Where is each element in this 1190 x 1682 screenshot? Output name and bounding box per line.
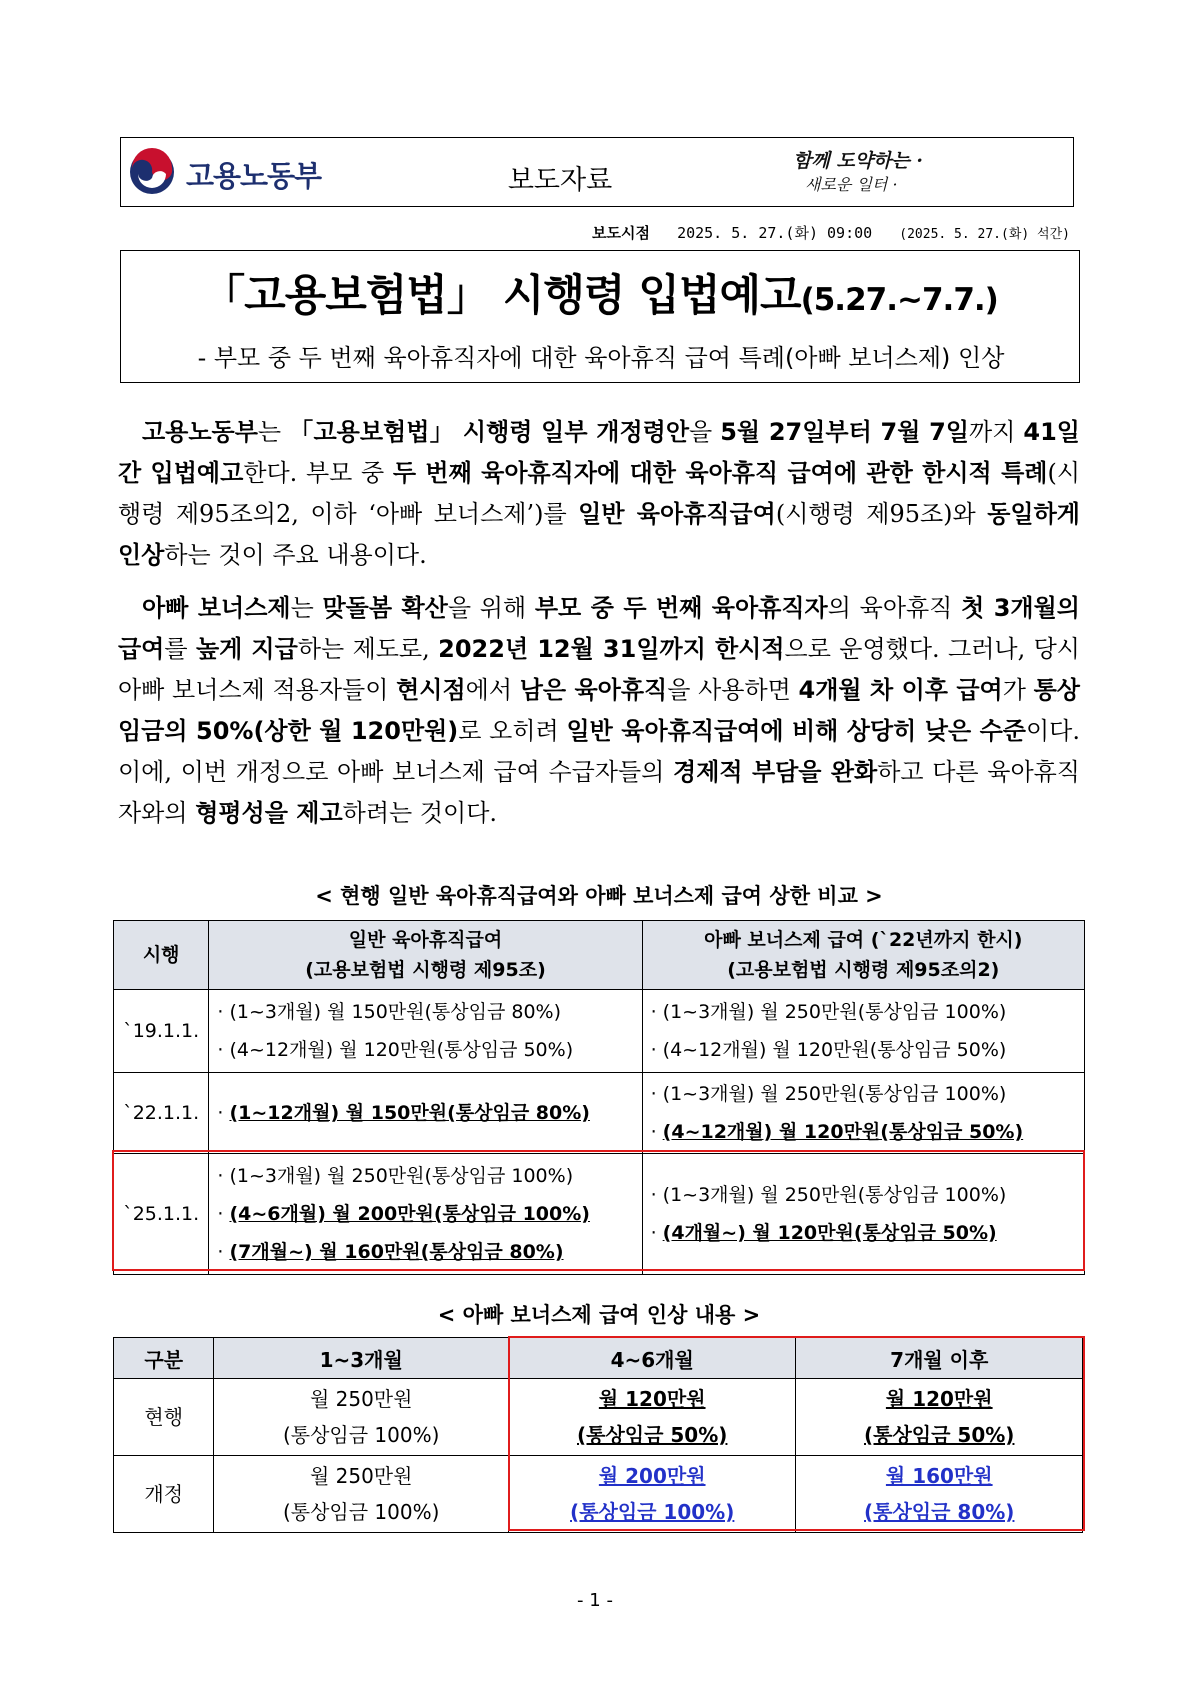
row-date: `25.1.1. (114, 1154, 209, 1275)
org-name: 고용노동부 (186, 159, 322, 193)
body-paragraph-1 (118, 412, 1080, 576)
release-datetime: 2025. 5. 27.(화) 09:00 (677, 224, 873, 242)
row-line: · (4개월~) 월 120만원(통상임금 50%) (650, 1222, 997, 1244)
cell-rate: (통상임금 50%) (864, 1423, 1015, 1447)
row-line: · (1~3개월) 월 250만원(통상임금 100%) (217, 1165, 574, 1187)
row-line: · (4~12개월) 월 120만원(통상임금 50%) (217, 1039, 574, 1061)
cell-rate: (통상임금 80%) (864, 1500, 1015, 1524)
highlight-box-2025 (112, 1150, 1085, 1271)
row-label: 현행 (114, 1379, 214, 1456)
page-number: - 1 - (577, 1590, 613, 1611)
row-line: · (7개월~) 월 160만원(통상임금 80%) (217, 1241, 564, 1263)
emphasis-text: 「고용보험법」 시행령 일부 개정령안 (289, 418, 690, 446)
table-row (114, 990, 1085, 1073)
cell-amount: 월 120만원 (885, 1387, 993, 1411)
body-text: 이다. 이에, 이번 개정으로 아빠 보너스제 급여 수급자들의 (118, 717, 1080, 786)
row-general (209, 1073, 642, 1154)
row-line-underlined: (4~12개월) 월 120만원(통상임금 50%) (662, 1121, 1024, 1143)
cell-rate: (통상임금 100%) (282, 1423, 440, 1447)
body-text: 를 (164, 635, 196, 663)
table2-header-1-3m: 1~3개월 (214, 1338, 508, 1379)
title-main: 「고용보험법」 시행령 입법예고 (202, 271, 801, 321)
slogan-line-2: 새로운 일터 · (805, 175, 898, 194)
cell-amount: 월 120만원 (598, 1387, 706, 1411)
emphasis-text: 부모 중 두 번째 육아휴직자 (534, 594, 828, 622)
emphasis-text: 일반 육아휴직급여에 비해 상당히 낮은 수준 (566, 717, 1026, 745)
cell-amount: 월 250만원 (309, 1464, 413, 1488)
emphasis-text: 아빠 보너스제 (142, 594, 291, 622)
row-line-underlined: (1~12개월) 월 150만원(통상임금 80%) (229, 1102, 590, 1124)
body-text: (시행령 제95조)와 (775, 500, 988, 528)
cell (214, 1456, 508, 1533)
slogan-line-1: 함께 도약하는 · (793, 150, 923, 172)
table1-header-date: 시행 (114, 921, 209, 990)
cell-amount: 월 200만원 (598, 1464, 706, 1488)
emphasis-text: 동일하게 인상 (118, 500, 1080, 569)
highlight-box-changes (508, 1336, 1085, 1531)
cell (214, 1379, 508, 1456)
row-line: · (4~12개월) 월 120만원(통상임금 50%) (650, 1039, 1007, 1061)
release-time (0, 222, 1070, 243)
row-label: 개정 (114, 1456, 214, 1533)
table1-header-general-title: 일반 육아휴직급여 (348, 929, 503, 951)
body-text: 하고 다른 육아휴직자와의 (118, 758, 1080, 827)
slogan-handwriting (785, 147, 1060, 197)
emphasis-text: 경제적 부담을 완화 (673, 758, 878, 786)
emphasis-text: 2022년 12월 31일까지 한시적 (438, 635, 785, 663)
row-line: · (1~3개월) 월 250만원(통상임금 100%) (650, 1083, 1007, 1105)
table2-header-4-6m: 4~6개월 (508, 1338, 796, 1379)
page-title (120, 262, 1080, 323)
table1-header-bonus-title: 아빠 보너스제 급여 (`22년까지 한시) (704, 929, 1023, 951)
table1-header-general (209, 921, 642, 990)
body-text: 하는 제도로, (297, 635, 439, 663)
emphasis-text: 높게 지급 (195, 635, 298, 663)
cell-rate: (통상임금 50%) (577, 1423, 728, 1447)
row-date: `19.1.1. (114, 990, 209, 1073)
body-text: 으로 운영했다. 그러나, 당시 아빠 보너스제 적용자들이 (118, 635, 1080, 704)
body-text: 까지 (969, 418, 1024, 446)
release-label: 보도시점 (592, 224, 650, 242)
emphasis-text: 두 번째 육아휴직자에 대한 육아휴직 급여에 관한 한시적 특례 (392, 459, 1048, 487)
body-text: 하는 것이 주요 내용이다. (164, 541, 427, 569)
table2-caption: < 아빠 보너스제 급여 인상 내용 > (437, 1303, 761, 1327)
emphasis-text: 일반 육아휴직급여 (578, 500, 776, 528)
body-text: (시행령 제95조의2, 이하 ‘아빠 보너스제’)를 (118, 459, 1081, 528)
emphasis-text: 통상임금의 50%(상한 월 120만원) (118, 676, 1080, 745)
row-line: · (1~3개월) 월 250만원(통상임금 100%) (650, 1184, 1007, 1206)
table1-header-general-law: (고용보험법 시행령 제95조) (305, 959, 546, 981)
cell-rate: (통상임금 100%) (570, 1500, 735, 1524)
row-line: · (1~3개월) 월 150만원(통상임금 80%) (217, 1001, 562, 1023)
body-text: 로 오히려 (458, 717, 567, 745)
body-text: 하려는 것이다. (342, 799, 498, 827)
row-date: `22.1.1. (114, 1073, 209, 1154)
body-paragraph-2 (118, 588, 1080, 834)
cell-amount: 월 250만원 (309, 1387, 413, 1411)
row-line: · (1~3개월) 월 250만원(통상임금 100%) (650, 1001, 1007, 1023)
body-text: 을 (689, 418, 721, 446)
doc-type-label: 보도자료 (507, 165, 613, 196)
table1-caption: < 현행 일반 육아휴직급여와 아빠 보너스제 급여 상한 비교 > (315, 884, 883, 908)
emphasis-text: 현시점 (396, 676, 466, 704)
row-line-underlined: (4개월~) 월 120만원(통상임금 50%) (662, 1222, 997, 1244)
row-line-underlined: (7개월~) 월 160만원(통상임금 80%) (229, 1241, 564, 1263)
table2-header-7m: 7개월 이후 (796, 1338, 1083, 1379)
emphasis-text: 남은 육아휴직 (519, 676, 668, 704)
page-subtitle: - 부모 중 두 번째 육아휴직자에 대한 육아휴직 급여 특례(아빠 보너스제) 인상 (197, 344, 1005, 372)
table1-header-bonus (642, 921, 1084, 990)
body-text: 가 (1002, 676, 1034, 704)
body-text: 는 (257, 418, 290, 446)
row-bonus (642, 1073, 1084, 1154)
emphasis-text: 41일간 입법예고 (118, 418, 1080, 487)
cell-rate: (통상임금 100%) (282, 1500, 440, 1524)
body-text: 의 육아휴직 (827, 594, 962, 622)
row-general (209, 990, 642, 1073)
emphasis-text: 5월 27일부터 7월 7일 (720, 418, 970, 446)
taegeuk-logo-icon (128, 148, 176, 196)
body-text: 을 사용하면 (667, 676, 799, 704)
body-text: 을 위해 (447, 594, 535, 622)
body-text: 한다. 부모 중 (243, 459, 393, 487)
emphasis-text: 형평성을 제고 (195, 799, 343, 827)
table1-header-bonus-law: (고용보험법 시행령 제95조의2) (727, 959, 1000, 981)
table-row (114, 1073, 1085, 1154)
cell-amount: 월 160만원 (885, 1464, 993, 1488)
row-line-underlined: (4~6개월) 월 200만원(통상임금 100%) (229, 1203, 590, 1225)
row-line: · (4~12개월) 월 120만원(통상임금 50%) (650, 1121, 1024, 1143)
table2-header-category: 구분 (114, 1338, 214, 1379)
body-text: 에서 (465, 676, 520, 704)
emphasis-text: 고용노동부 (142, 418, 258, 446)
row-bonus (642, 990, 1084, 1073)
emphasis-text: 맞돌봄 확산 (322, 594, 448, 622)
row-line: · (4~6개월) 월 200만원(통상임금 100%) (217, 1203, 590, 1225)
row-line: · (1~12개월) 월 150만원(통상임금 80%) (217, 1102, 590, 1124)
title-dates: (5.27.~7.7.) (800, 282, 998, 318)
release-note: (2025. 5. 27.(화) 석간) (899, 227, 1070, 242)
emphasis-text: 첫 3개월의 급여 (118, 594, 1080, 663)
body-text: 는 (290, 594, 323, 622)
emphasis-text: 4개월 차 이후 급여 (798, 676, 1003, 704)
